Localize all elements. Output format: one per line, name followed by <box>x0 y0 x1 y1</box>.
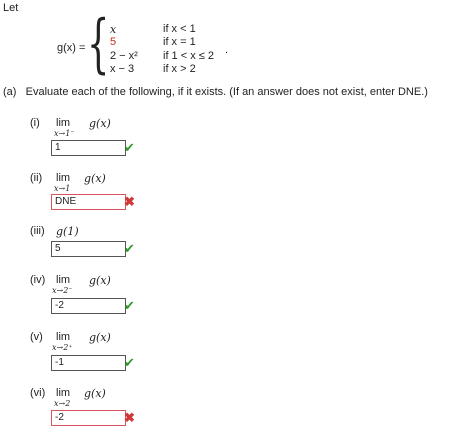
answer-input[interactable]: DNE <box>51 194 126 210</box>
function-lhs: g(x) = <box>57 42 86 54</box>
definition-trail: . <box>225 44 229 56</box>
cross-icon: ✖ <box>124 194 135 209</box>
part-a-instructions: Evaluate each of the following, if it exists. (If an answer does not exist, enter DNE.) <box>25 86 428 98</box>
answer-input[interactable]: 1 <box>51 140 126 156</box>
answer-input[interactable]: -2 <box>51 410 126 426</box>
limit-expression: g(x) <box>84 172 106 185</box>
item-number: (iv) <box>30 274 46 286</box>
piece-cond-4: if x > 2 <box>163 63 196 75</box>
lim-text: lim <box>56 331 71 343</box>
item-number: (vi) <box>30 387 46 399</box>
piece-cond-2: if x = 1 <box>163 36 196 48</box>
answer-input[interactable]: 5 <box>51 241 126 257</box>
answer-input[interactable]: -1 <box>51 355 126 371</box>
lim-subscript: x→1⁻ <box>54 129 75 138</box>
piece-cond-1: if x < 1 <box>163 23 196 35</box>
lim-text: lim <box>56 172 71 184</box>
lim-subscript: x→2 <box>54 399 71 408</box>
cross-icon: ✖ <box>124 410 135 425</box>
limit-expression: g(x) <box>84 387 106 400</box>
limit-expression: g(x) <box>89 274 111 287</box>
check-icon: ✔ <box>124 355 135 370</box>
intro-text: Let <box>3 2 19 14</box>
lim-text: lim <box>56 387 71 399</box>
piece-expr-3: 2 − x² <box>110 50 138 62</box>
lim-subscript: x→2⁺ <box>52 343 73 352</box>
item-number: (i) <box>30 117 40 129</box>
left-brace: { <box>87 7 110 81</box>
piece-cond-3: if 1 < x ≤ 2 <box>163 50 214 62</box>
piece-expr-1: x <box>110 23 117 36</box>
check-icon: ✔ <box>124 241 135 256</box>
check-icon: ✔ <box>124 298 135 313</box>
part-a-label: (a) <box>3 86 17 98</box>
lim-text: lim <box>56 274 71 286</box>
item-number: (v) <box>30 331 43 343</box>
piece-expr-4: x − 3 <box>110 63 135 75</box>
limit-expression: g(x) <box>89 331 111 344</box>
limit-expression: g(x) <box>89 117 111 130</box>
lim-text: lim <box>56 117 71 129</box>
item-number: (iii) <box>30 225 45 237</box>
lim-subscript: x→2⁻ <box>52 286 73 295</box>
lim-subscript: x→1 <box>54 184 71 193</box>
piece-expr-2: 5 <box>110 36 117 48</box>
function-value-expression: g(1) <box>56 225 79 238</box>
check-icon: ✔ <box>124 140 135 155</box>
item-number: (ii) <box>30 172 43 184</box>
part-a-heading <box>3 86 428 98</box>
answer-input[interactable]: -2 <box>51 298 126 314</box>
